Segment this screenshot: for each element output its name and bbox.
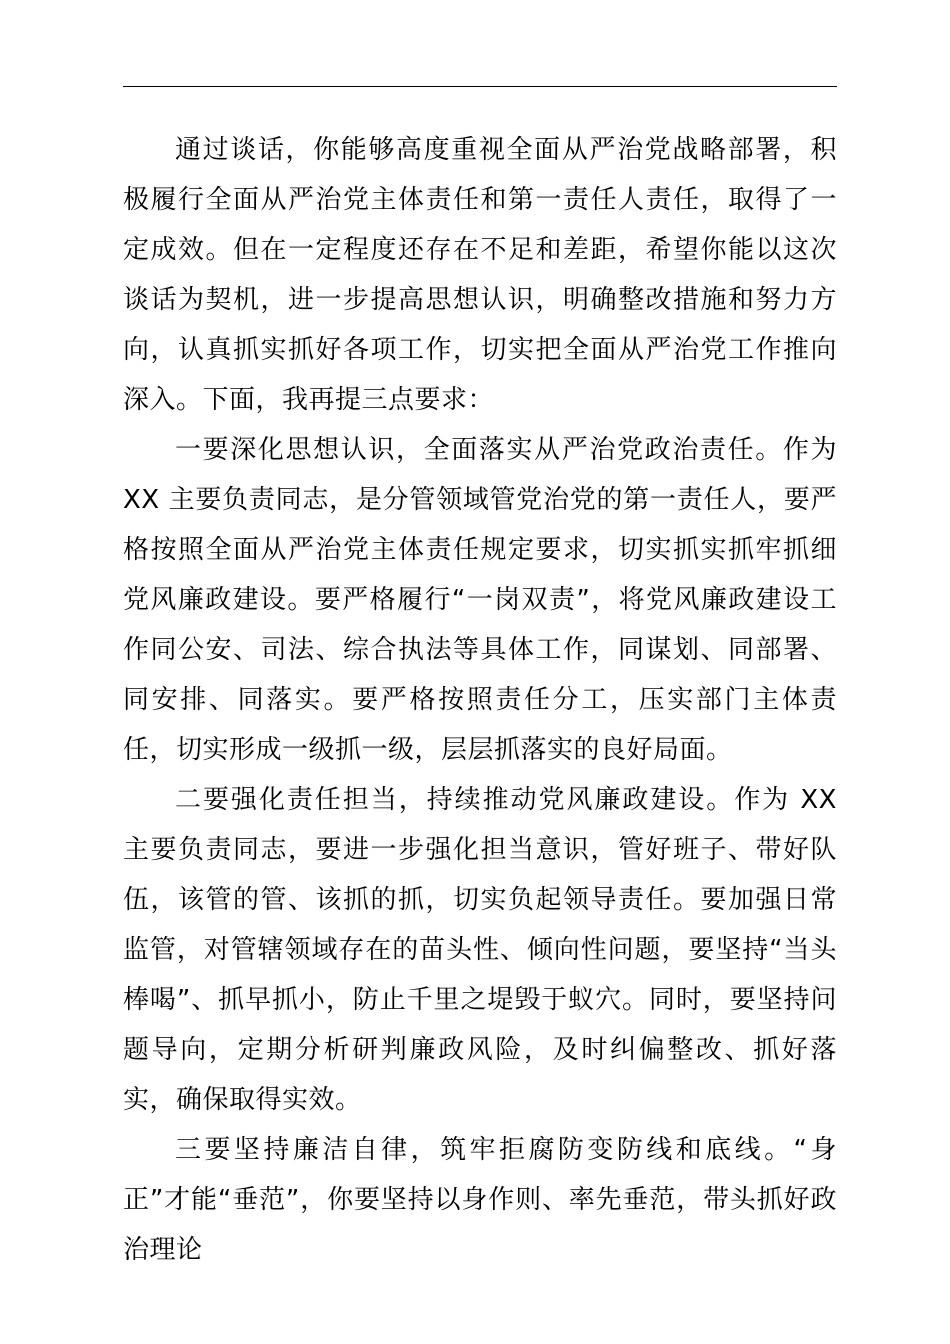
paragraph-requirement-1: 一要深化思想认识，全面落实从严治党政治责任。作为 XX 主要负责同志，是分管领域管党治党的第一责任人，要严格按照全面从严治党主体责任规定要求，切实抓实抓牢抓细党风廉政建设。要严格履行“一岗双责”，将党风廉政建设工作同公安、司法、综合执法等具体工作，同谋划、同部署、同安排、同落实。要严格按照责任分工，压实部门主体责任，切实形成一级抓一级，层层抓落实的良好局面。 xyxy=(123,435,837,765)
header-rule xyxy=(123,86,837,87)
paragraph-intro: 通过谈话，你能够高度重视全面从严治党战略部署，积极履行全面从严治党主体责任和第一责任人责任，取得了一定成效。但在一定程度还存在不足和差距，希望你能以这次谈话为契机，进一步提高思想认识，明确整改措施和努力方向，认真抓实抓好各项工作，切实把全面从严治党工作推向深入。下面，我再提三点要求： xyxy=(123,135,837,415)
paragraph-requirement-3: 三要坚持廉洁自律，筑牢拒腐防变防线和底线。“身正”才能“垂范”，你要坚持以身作则、率先垂范，带头抓好政治理论 xyxy=(123,1135,837,1265)
document-body xyxy=(123,125,837,1275)
paragraph-requirement-2: 二要强化责任担当，持续推动党风廉政建设。作为 XX 主要负责同志，要进一步强化担当意识，管好班子、带好队伍，该管的管、该抓的抓，切实负起领导责任。要加强日常监管，对管辖领域存在的苗头性、倾向性问题，要坚持“当头棒喝”、抓早抓小，防止千里之堤毁于蚁穴。同时，要坚持问题导向，定期分析研判廉政风险，及时纠偏整改、抓好落实，确保取得实效。 xyxy=(123,785,837,1115)
